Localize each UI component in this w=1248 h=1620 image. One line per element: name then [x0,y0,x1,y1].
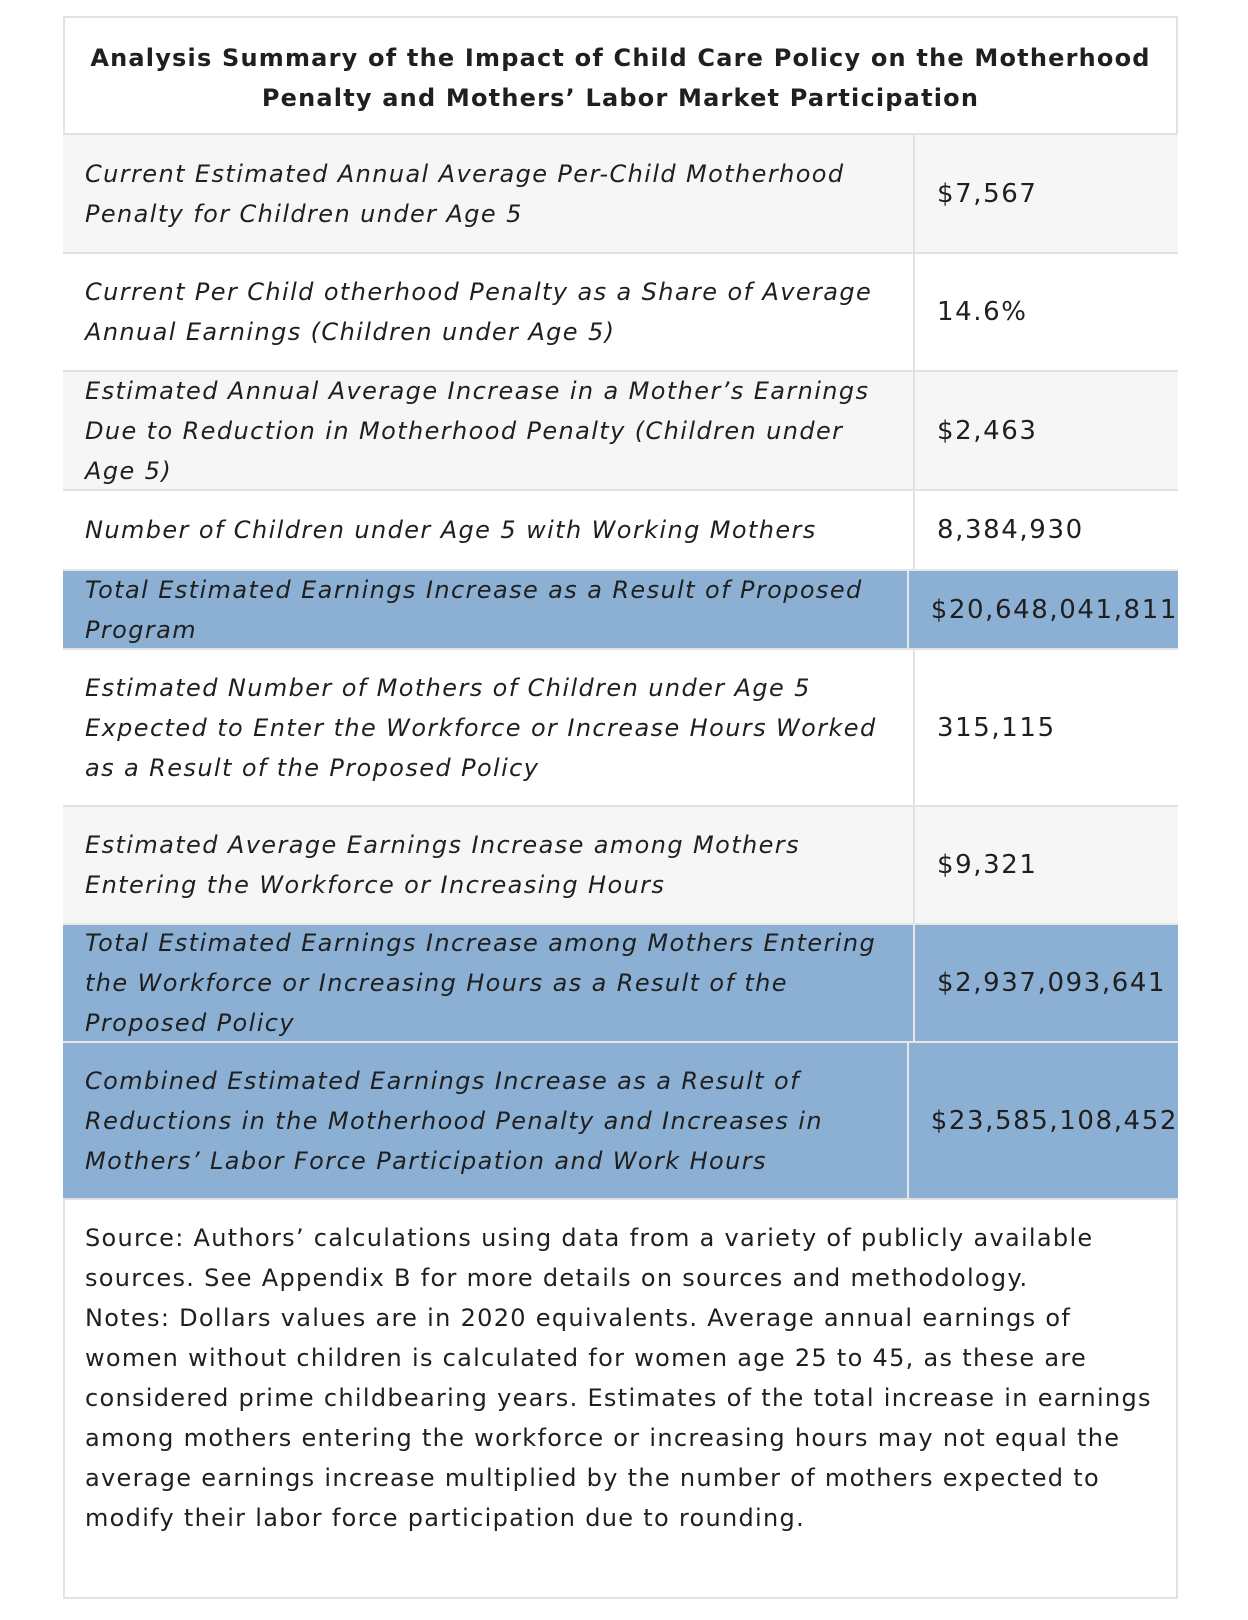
row-value: $7,567 [937,178,1038,209]
table-row-highlight [63,923,1178,1041]
table-row [63,252,1178,370]
row-label: Number of Children under Age 5 with Working Mothers [63,491,915,569]
row-value: 14.6% [937,297,1028,327]
row-label: Estimated Number of Mothers of Children under Age 5 Expected to Enter the Workforce or Increase Hours Worked as a Result of the Proposed Policy [63,650,915,805]
table-footnote [63,1198,1178,1538]
table-row [63,133,1178,252]
row-value: $2,463 [937,415,1038,446]
row-label: Estimated Average Earnings Increase among Mothers Entering the Workforce or Increasing Hours [63,807,915,923]
row-label: Current Per Child otherhood Penalty as a Share of Average Annual Earnings (Children under Age 5) [63,254,915,370]
source-note: Source: Authors’ calculations using data from a variety of publicly available sources. See Appendix B for more details on sources and methodology. [85,1224,1094,1292]
table-row-highlight [63,569,1178,648]
row-value: $2,937,093,641 [937,968,1167,998]
row-value: $9,321 [937,850,1038,880]
table-row-highlight [63,1041,1178,1198]
table-row [63,370,1178,489]
table-title: Analysis Summary of the Impact of Child Care Policy on the Motherhood Penalty and Mothers’ Labor Market Participation [90,43,1151,112]
row-label: Current Estimated Annual Average Per-Child Motherhood Penalty for Children under Age 5 [63,135,915,252]
row-value: 8,384,930 [937,515,1084,545]
table-row [63,648,1178,805]
row-label: Combined Estimated Earnings Increase as a Result of Reductions in the Motherhood Penalty and Increases in Mothers’ Labor Force Participation and Work Hours [63,1043,909,1198]
row-value: $20,648,041,811 [930,594,1178,625]
row-value: $23,585,108,452 [930,1105,1178,1136]
methodology-notes: Notes: Dollars values are in 2020 equivalents. Average annual earnings of women without children is calculated for women age 25 to 45, as these are considered prime childbearing years. Estimates of the total increase in earnings among mothers entering the workforce or increasing hours may not equal the average earnings increase multiplied by the number of mothers expected to modify their labor force participation due to rounding. [85,1304,1152,1532]
row-label: Total Estimated Earnings Increase as a Result of Proposed Program [63,571,909,648]
row-label: Estimated Annual Average Increase in a Mother’s Earnings Due to Reduction in Motherhood Penalty (Children under Age 5) [63,372,915,489]
row-value: 315,115 [937,712,1056,743]
table-row [63,489,1178,569]
row-label: Total Estimated Earnings Increase among Mothers Entering the Workforce or Increasing Hours as a Result of the Proposed Policy [63,925,915,1041]
table-row [63,805,1178,923]
